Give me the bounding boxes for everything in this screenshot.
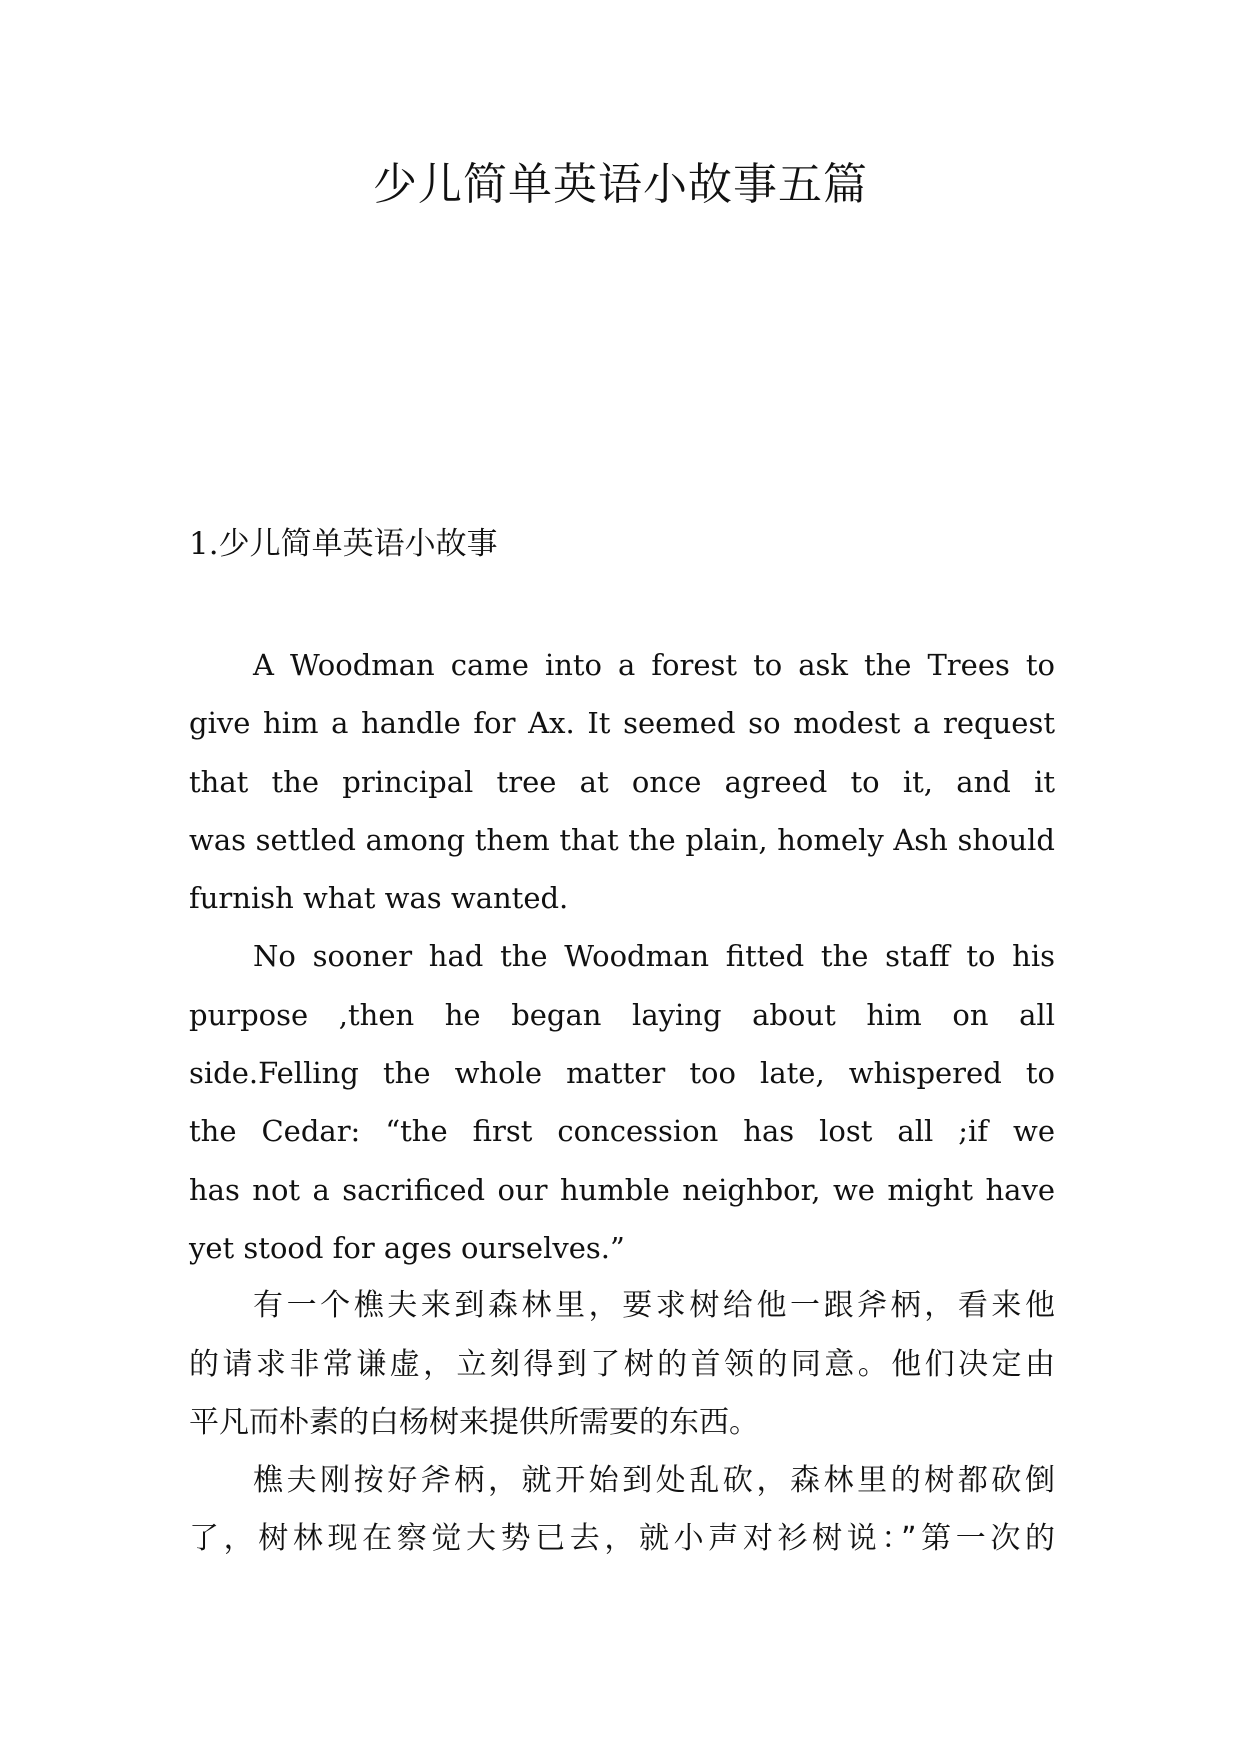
text-line: 樵夫刚按好斧柄，就开始到处乱砍，森林里的树都砍倒 (253, 1463, 1055, 1499)
text-line: 的请求非常谦虚，立刻得到了树的首领的同意。他们决定由 (189, 1346, 1055, 1382)
text-line: purpose ,then he began laying about him on all (189, 997, 1055, 1032)
text-line: side.Felling the whole matter too late, whispered to (189, 1056, 1055, 1091)
text-line: 平凡而朴素的白杨树来提供所需要的东西。 (189, 1404, 759, 1440)
text-line: has not a sacrificed our humble neighbor, we might have (189, 1172, 1055, 1207)
document-title: 少儿简单英语小故事五篇 (373, 159, 868, 210)
text-line: that the principal tree at once agreed to it, and it (189, 764, 1055, 799)
text-line: 了，树林现在察觉大势已去，就小声对衫树说：”第一次的 (189, 1521, 1055, 1557)
text-line: give him a handle for Ax. It seemed so modest a request (189, 706, 1055, 741)
story-body (189, 636, 1055, 1569)
text-line: No sooner had the Woodman fitted the staff to his (253, 939, 1055, 974)
text-line: 有一个樵夫来到森林里，要求树给他一跟斧柄，看来他 (253, 1288, 1055, 1324)
text-line: yet stood for ages ourselves.” (189, 1230, 625, 1265)
text-line: the Cedar: “the first concession has lost all ;if we (189, 1114, 1055, 1149)
text-line: furnish what was wanted. (189, 881, 569, 916)
text-line: A Woodman came into a forest to ask the Trees to (253, 648, 1055, 682)
section-heading: 1.少儿简单英语小故事 (189, 526, 498, 562)
text-line: was settled among them that the plain, homely Ash should (189, 822, 1055, 857)
